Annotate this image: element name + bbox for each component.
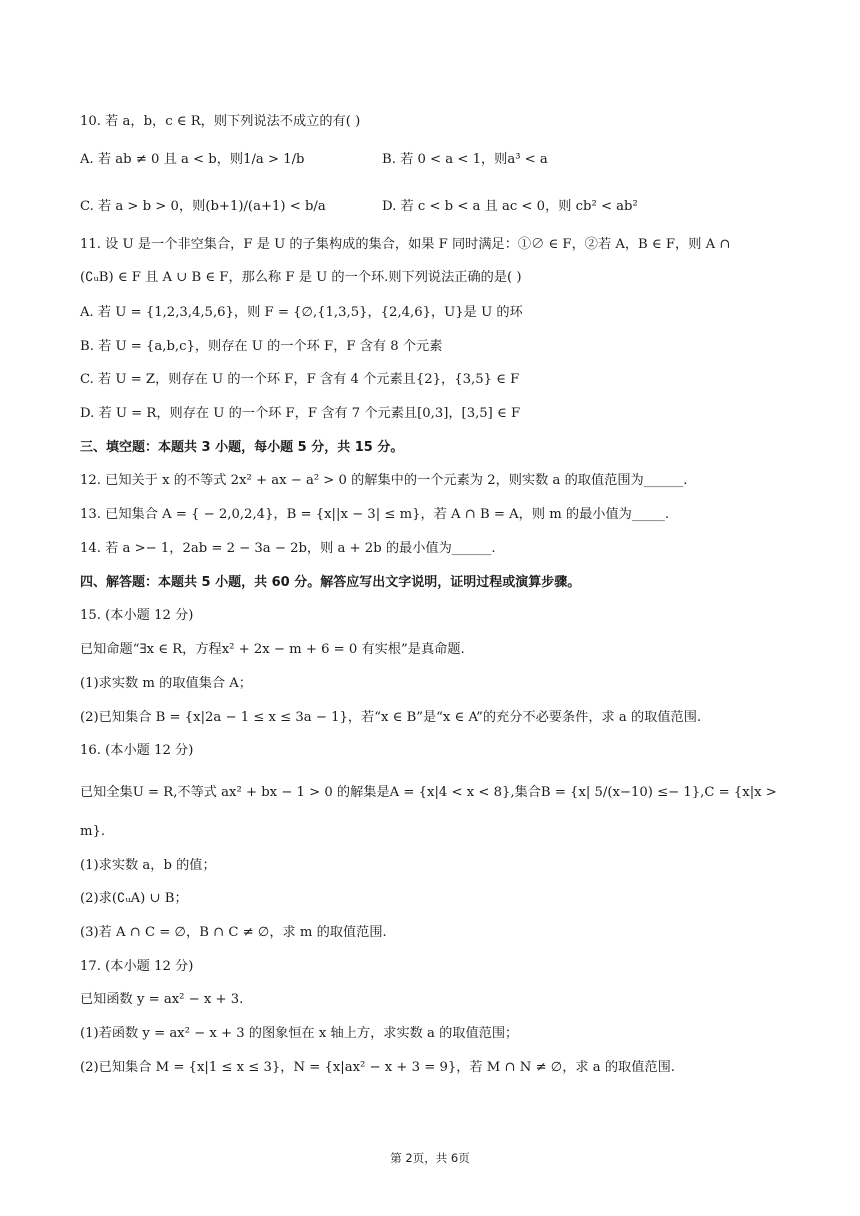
q11-option-c: C. 若 U = Z，则存在 U 的一个环 F，F 含有 4 个元素且{2}，{3,5} ∈ F [80,372,520,387]
q17-header: 17. (本小题 12 分) [80,959,194,974]
q13: 13. 已知集合 A = { − 2,0,2,4}，B = {x||x − 3| ≤ m}，若 A ∩ B = A，则 m 的最小值为_____. [80,507,670,522]
q11-stem-line1: 11. 设 U 是一个非空集合，F 是 U 的子集构成的集合，如果 F 同时满足：①∅ ∈ F，②若 A，B ∈ F，则 A ∩ [80,237,731,252]
q16-part1: (1)求实数 a，b 的值； [80,858,216,873]
q17-part1: (1)若函数 y = ax² − x + 3 的图象恒在 x 轴上方，求实数 a 的取值范围； [80,1026,519,1041]
q10-option-b: B. 若 0 < a < 1，则a³ < a [382,152,548,167]
q14: 14. 若 a >− 1，2ab = 2 − 3a − 2b，则 a + 2b 的最小值为______. [80,541,496,556]
q15-part1: (1)求实数 m 的取值集合 A； [80,676,252,691]
q10-option-a: A. 若 ab ≠ 0 且 a < b，则1/a > 1/b [80,152,305,167]
q17-part2: (2)已知集合 M = {x|1 ≤ x ≤ 3}，N = {x|ax² − x + 3 = 9}，若 M ∩ N ≠ ∅，求 a 的取值范围. [80,1060,675,1075]
q10-option-c: C. 若 a > b > 0，则(b+1)/(a+1) < b/a [80,199,326,214]
q10-option-d: D. 若 c < b < a 且 ac < 0，则 cb² < ab² [382,199,638,214]
q16-part3: (3)若 A ∩ C = ∅，B ∩ C ≠ ∅，求 m 的取值范围. [80,925,387,940]
q15-stem: 已知命题“∃x ∈ R，方程x² + 2x − m + 6 = 0 有实根”是真命题. [80,642,465,657]
q12: 12. 已知关于 x 的不等式 2x² + ax − a² > 0 的解集中的一个元素为 2，则实数 a 的取值范围为______. [80,473,688,488]
q16-stem-line1: 已知全集U = R,不等式 ax² + bx − 1 > 0 的解集是A = {x|4 < x < 8},集合B = {x| 5/(x−10) ≤− 1},C = {x|x > [80,785,777,800]
section-heading-answer: 四、解答题：本题共 5 小题，共 60 分。解答应写出文字说明，证明过程或演算步骤。 [80,575,581,590]
q11-option-d: D. 若 U = R，则存在 U 的一个环 F，F 含有 7 个元素且[0,3]，[3,5] ∈ F [80,406,521,421]
section-heading-fill-in: 三、填空题：本题共 3 小题，每小题 5 分，共 15 分。 [80,440,404,455]
q16-stem-line2: m}. [80,824,106,839]
q15-part2: (2)已知集合 B = {x|2a − 1 ≤ x ≤ 3a − 1}，若“x ∈ B”是“x ∈ A”的充分不必要条件，求 a 的取值范围. [80,710,702,725]
q10-stem: 10. 若 a，b，c ∈ R，则下列说法不成立的有( ) [80,114,361,129]
q11-option-b: B. 若 U = {a,b,c}，则存在 U 的一个环 F，F 含有 8 个元素 [80,339,443,354]
q16-header: 16. (本小题 12 分) [80,743,194,758]
q17-stem: 已知函数 y = ax² − x + 3. [80,992,244,1007]
q11-option-a: A. 若 U = {1,2,3,4,5,6}，则 F = {∅,{1,3,5}，{2,4,6}，U}是 U 的环 [80,305,523,320]
q16-part2: (2)求(∁ᵤA) ∪ B； [80,891,188,906]
q11-stem-line2: (∁ᵤB) ∈ F 且 A ∪ B ∈ F，那么称 F 是 U 的一个环.则下列说法正确的是( ) [80,270,522,285]
q15-header: 15. (本小题 12 分) [80,608,194,623]
page-footer: 第 2页，共 6页 [390,1151,470,1165]
